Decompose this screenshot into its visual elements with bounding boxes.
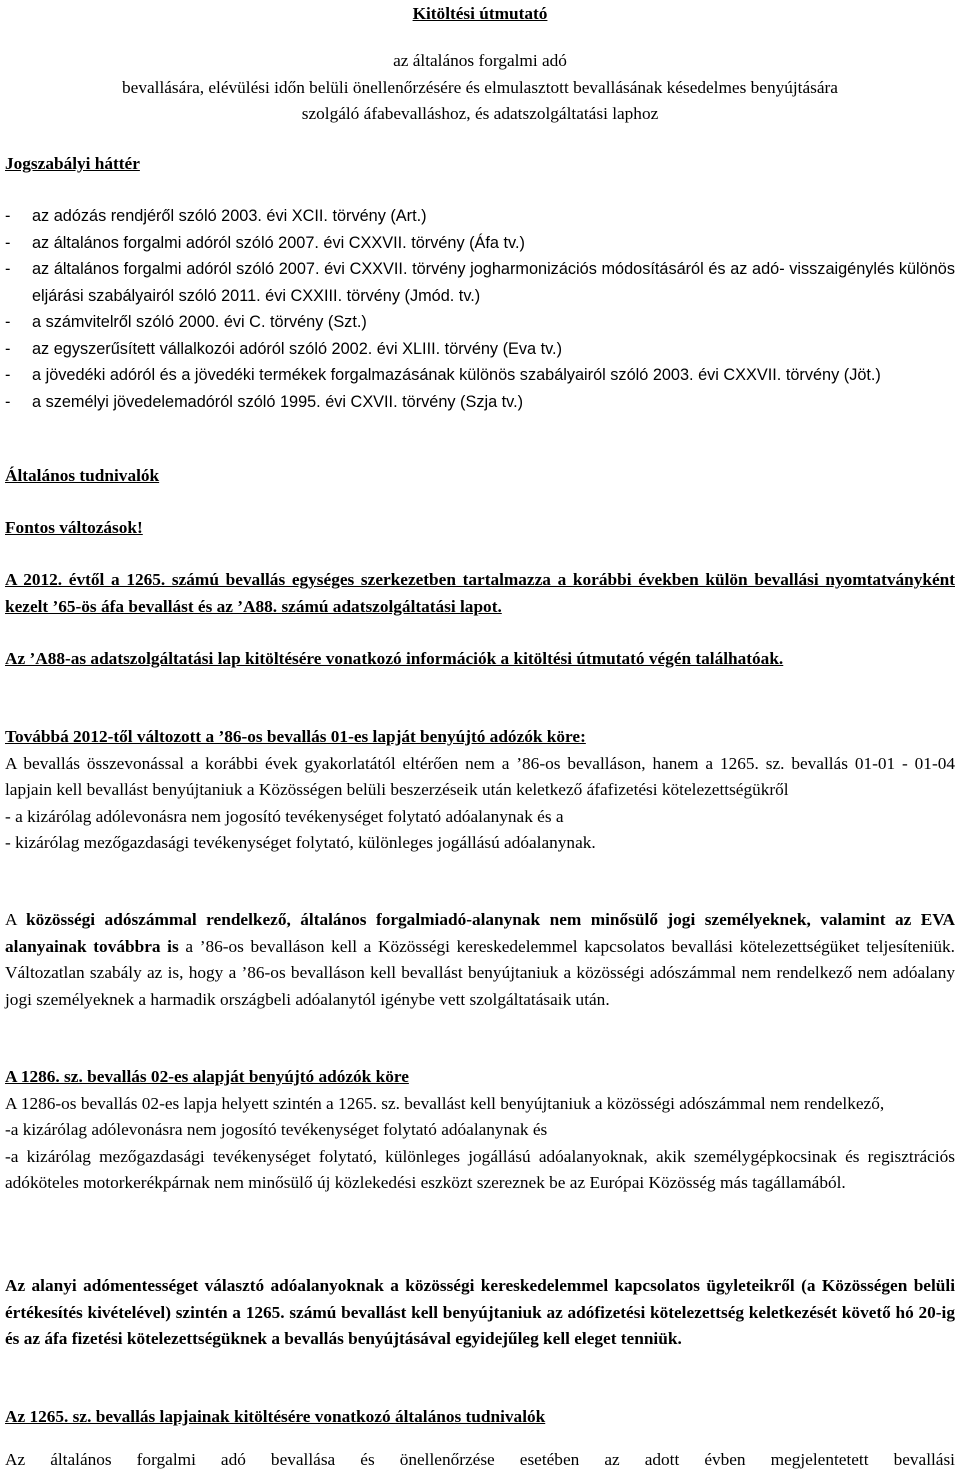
paragraph-line: -a kizárólag mezőgazdasági tevékenységet folytató, különleges jogállású adóalanyoknak, akik személygépkocsinak és regisztrációs adóköteles motorkerékpárnak nem minősülő új közlekedési eszközt szereznek be az Európai Közösség más tagállamából.	[5, 1146, 955, 1192]
paragraph-heading: Továbbá 2012-től változott a ’86-os bevallás 01-es lapját benyújtó adózók köre:	[5, 727, 586, 746]
paragraph-line: -a kizárólag adólevonásra nem jogosító tevékenységet folytató adóalanynak és	[5, 1120, 548, 1139]
list-item	[5, 230, 955, 257]
general-heading: Általános tudnivalók	[5, 466, 160, 485]
paragraph-line: - kizárólag mezőgazdasági tevékenységet folytató, különleges jogállású adóalanynak.	[5, 833, 596, 852]
paragraph-body: A bevallás összevonással a korábbi évek gyakorlatától eltérően nem a ’86-os bevalláson, hanem a 1265. sz. bevallás 01-01 - 01-04 lapjain kell bevallást benyújtaniuk a Közösségen belüli beszerzéseik után keletkező áfafizetési kötelezettségükről	[5, 753, 955, 799]
list-bullet: -	[5, 313, 11, 331]
document-title: Kitöltési útmutató	[412, 4, 548, 23]
paragraph-exempt-taxpayers: Az alanyi adómentességet választó adóalanyoknak a közösségi kereskedelemmel kapcsolatos ügyleteikről (a Közösségen belüli értékesítés kivételével) szintén a 1265. számú bevallást kell benyújtaniuk az adófizetési kötelezettség keletkezését követő hó 20-ig és az áfa fizetési kötelezettségüknek a bevallás benyújtásával egyidejűleg kell eleget tenniük.	[5, 1276, 955, 1348]
list-item-text: a számvitelről szóló 2000. évi C. törvény (Szt.)	[32, 313, 367, 331]
list-item	[5, 389, 955, 416]
list-item-text: az adózás rendjéről szóló 2003. évi XCII. törvény (Art.)	[32, 207, 427, 225]
paragraph-a88-info: Az ’A88-as adatszolgáltatási lap kitöltésére vonatkozó információk a kitöltési útmutató végén találhatóak.	[5, 649, 784, 668]
list-bullet: -	[5, 207, 11, 225]
text-run: a ’86-os bevalláson kell a Közösségi kereskedelemmel kapcsolatos bevallási kötelezettségüket teljesíteniük. Változatlan szabály az is, hogy a ’86-os bevalláson kell bevallást benyújtaniuk a közösségi adószámmal nem rendelkező nem adóalany jogi személyeknek a harmadik országbeli adóalanytól igénybe vett szolgáltatásaik után.	[5, 936, 955, 1009]
legal-list	[5, 203, 955, 415]
subtitle-line: az általános forgalmi adó	[393, 51, 567, 70]
list-bullet: -	[5, 392, 11, 411]
list-item-text: a jövedéki adóról és a jövedéki termékek forgalmazásának különös szabályairól szóló 2003. évi CXXVII. törvény (Jöt.)	[32, 366, 881, 384]
paragraph-86-changes	[5, 724, 955, 857]
paragraph-1265-merge: A 2012. évtől a 1265. számú bevallás egységes szerkezetben tartalmazza a korábbi években külön bevallási nyomtatványként kezelt ’65-ös áfa bevallást és az ’A88. számú adatszolgáltatási lapot.	[5, 570, 955, 616]
text-run-bold: közösségi adószámmal rendelkező, általános forgalmiadó-alanynak nem minősülő jogi személyeknek, valamint az EVA alanyainak továbbra is	[5, 910, 955, 956]
document-subtitle	[5, 48, 955, 128]
paragraph-heading: Az 1265. sz. bevallás lapjainak kitöltésére vonatkozó általános tudnivalók	[5, 1407, 546, 1426]
subtitle-line: szolgáló áfabevalláshoz, és adatszolgáltatási laphoz	[301, 104, 659, 123]
list-bullet: -	[5, 233, 11, 252]
list-item	[5, 203, 955, 230]
legal-heading: Jogszabályi háttér	[5, 154, 140, 173]
list-item-text: az általános forgalmi adóról szóló 2007. évi CXXVII. törvény (Áfa tv.)	[32, 233, 525, 252]
paragraph-heading: A 1286. sz. bevallás 02-es alapját benyújtó adózók köre	[5, 1067, 409, 1086]
changes-heading: Fontos változások!	[5, 518, 143, 537]
list-item	[5, 309, 955, 336]
paragraph-body: A 1286-os bevallás 02-es lapja helyett szintén a 1265. sz. bevallást kell benyújtaniuk a közösségi adószámmal nem rendelkező,	[5, 1093, 885, 1113]
paragraph-body: Az általános forgalmi adó bevallása és önellenőrzése esetében az adott évben megjelentetett bevallási	[5, 1449, 955, 1469]
list-item	[5, 362, 955, 389]
list-bullet: -	[5, 339, 11, 358]
subtitle-line: bevallására, elévülési időn belüli önellenőrzésére és elmulasztott bevallásának késedelmes benyújtására	[122, 77, 838, 97]
paragraph-1265-pages	[5, 1404, 955, 1473]
paragraph-1286	[5, 1064, 955, 1197]
list-item	[5, 336, 955, 363]
list-bullet: -	[5, 260, 11, 278]
list-item	[5, 256, 955, 309]
list-bullet: -	[5, 366, 11, 384]
list-item-text: az egyszerűsített vállalkozói adóról szóló 2002. évi XLIII. törvény (Eva tv.)	[32, 339, 562, 358]
paragraph-line: - a kizárólag adólevonásra nem jogosító tevékenységet folytató adóalanynak és a	[5, 806, 564, 826]
text-run: A	[5, 910, 26, 929]
paragraph-community-tax	[5, 907, 955, 1013]
list-item-text: a személyi jövedelemadóról szóló 1995. évi CXVII. törvény (Szja tv.)	[32, 392, 524, 411]
list-item-text: az általános forgalmi adóról szóló 2007. évi CXXVII. törvény jogharmonizációs módosításáról és az adó- visszaigénylés különös eljárási szabályairól szóló 2011. évi CXXIII. törvény (Jmód. tv.)	[32, 260, 955, 305]
